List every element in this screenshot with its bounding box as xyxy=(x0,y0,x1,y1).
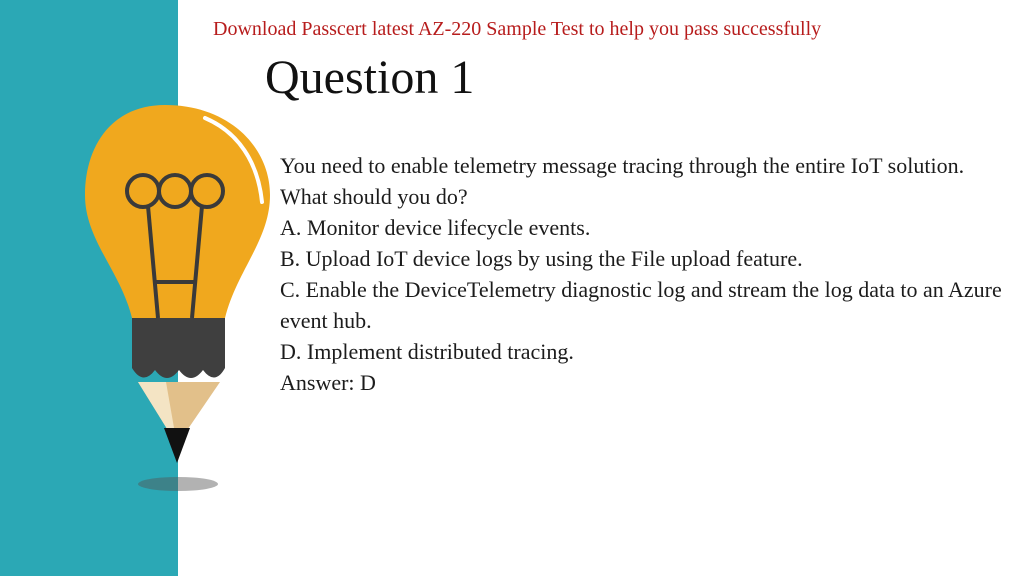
correct-answer: Answer: D xyxy=(280,370,376,395)
question-prompt: What should you do? xyxy=(280,184,468,209)
answer-option-b: B. Upload IoT device logs by using the File upload feature. xyxy=(280,246,803,271)
page-title: Question 1 xyxy=(265,51,475,104)
answer-option-c: C. Enable the DeviceTelemetry diagnostic log and stream the log data to an Azure event hub. xyxy=(280,277,1002,333)
answer-option-d: D. Implement distributed tracing. xyxy=(280,339,574,364)
download-banner: Download Passcert latest AZ-220 Sample Test to help you pass successfully xyxy=(213,18,822,40)
answer-option-a: A. Monitor device lifecycle events. xyxy=(280,215,591,240)
lightbulb-pencil-icon xyxy=(70,100,280,500)
question-body xyxy=(280,150,1010,398)
question-text: You need to enable telemetry message tracing through the entire IoT solution. xyxy=(280,153,965,178)
